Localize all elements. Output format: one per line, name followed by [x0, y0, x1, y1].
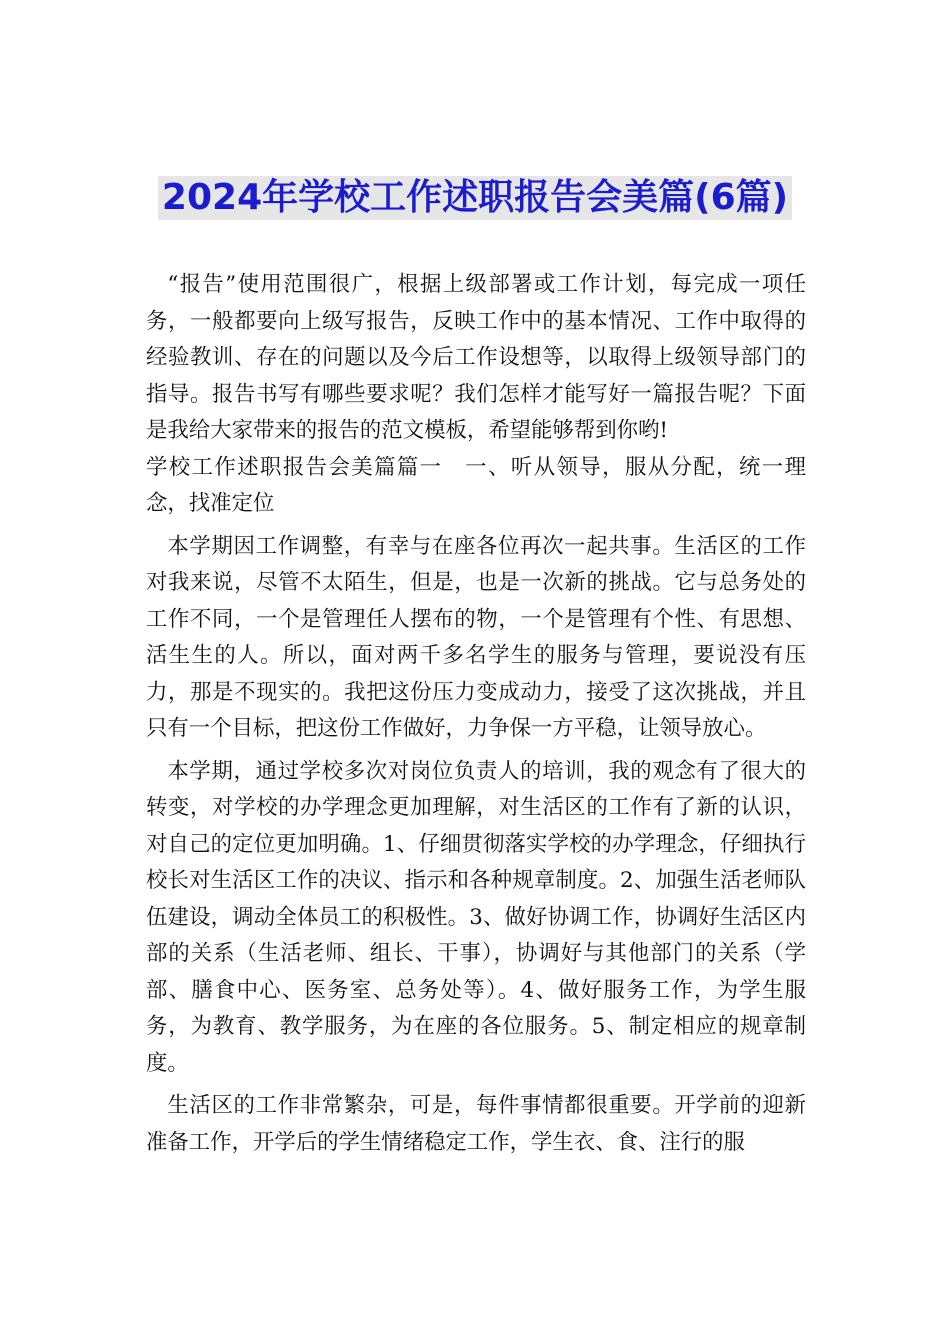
- paragraph-body-1: 本学期因工作调整，有幸与在座各位再次一起共事。生活区的工作对我来说，尽管不太陌生，但是，也是一次新的挑战。它与总务处的工作不同，一个是管理任人摆布的物，一个是管理有个性、有思想、活生生的人。所以，面对两千多名学生的服务与管理，要说没有压力，那是不现实的。我把这份压力变成动力，接受了这次挑战，并且只有一个目标，把这份工作做好，力争保一方平稳，让领导放心。: [146, 533, 806, 741]
- paragraph-body-3: 生活区的工作非常繁杂，可是，每件事情都很重要。开学前的迎新准备工作，开学后的学生情绪稳定工作，学生衣、食、注行的服: [146, 1093, 806, 1155]
- paragraph-section-heading: 学校工作述职报告会美篇篇一 一、听从领导，服从分配，统一理念，找准定位: [146, 454, 806, 516]
- document-title: 2024年学校工作述职报告会美篇(6篇): [158, 176, 792, 220]
- document-body: [146, 267, 806, 1161]
- paragraph-intro: “报告”使用范围很广，根据上级部署或工作计划，每完成一项任务，一般都要向上级写报告，反映工作中的基本情况、工作中取得的经验教训、存在的问题以及今后工作设想等，以取得上级领导部门的指导。报告书写有哪些要求呢？我们怎样才能写好一篇报告呢？下面是我给大家带来的报告的范文模板，希望能够帮到你哟!: [146, 272, 806, 443]
- paragraph-body-2: 本学期，通过学校多次对岗位负责人的培训，我的观念有了很大的转变，对学校的办学理念更加理解，对生活区的工作有了新的认识，对自己的定位更加明确。1、仔细贯彻落实学校的办学理念，仔细执行校长对生活区工作的决议、指示和各种规章制度。2、加强生活老师队伍建设，调动全体员工的积极性。3、做好协调工作，协调好生活区内部的关系（生活老师、组长、干事），协调好与其他部门的关系（学部、膳食中心、医务室、总务处等）。4、做好服务工作，为学生服务，为教育、教学服务，为在座的各位服务。5、制定相应的规章制度。: [146, 758, 806, 1076]
- title-area: [0, 176, 950, 220]
